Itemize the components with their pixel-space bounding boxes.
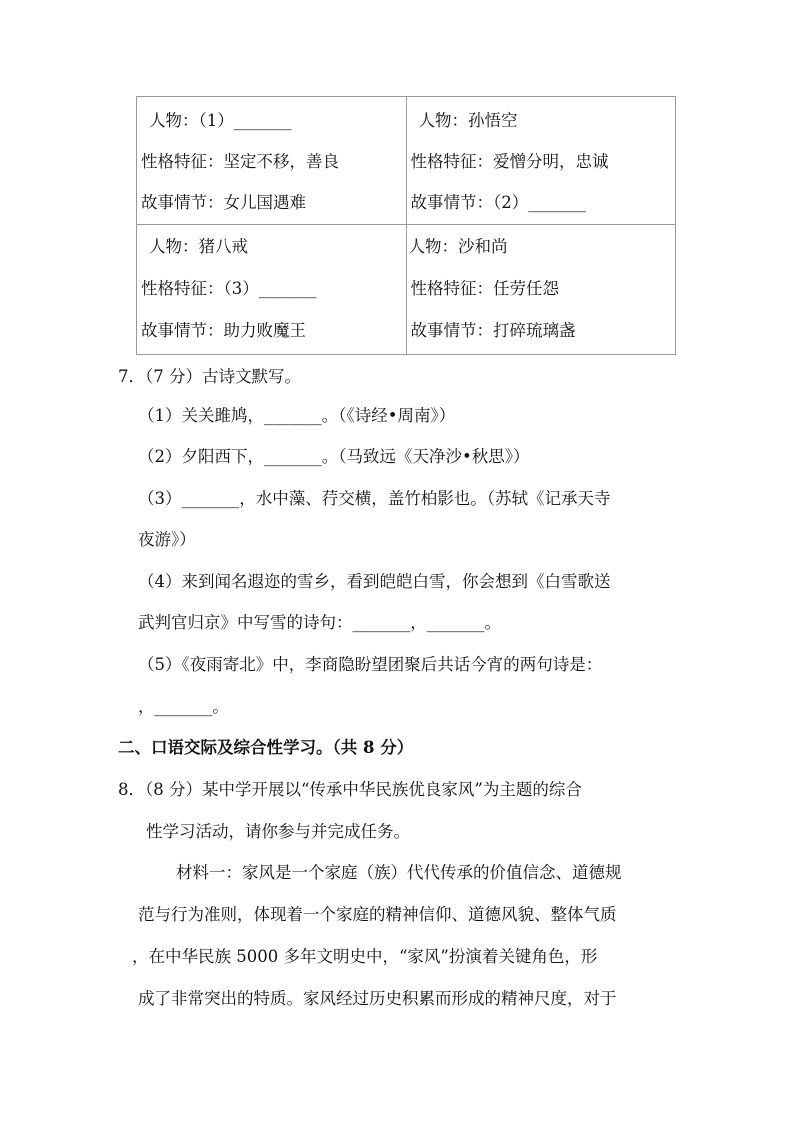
question-8-heading: 8．（8 分）某中学开展以“传承中华民族优良家风”为主题的综合 bbox=[118, 780, 582, 799]
cell-name: 人物：孙悟空 bbox=[418, 111, 518, 130]
poem-line-4a: （4）来到闻名遐迩的雪乡，看到皑皑白雪，你会想到《白雪歌送 bbox=[138, 572, 611, 591]
table-cell-sha-heshang bbox=[406, 225, 676, 355]
cell-story: 故事情节：（2）_______ bbox=[410, 193, 586, 212]
table-cell-zhu-bajie bbox=[137, 225, 407, 355]
cell-trait: 性格特征：（3）_______ bbox=[141, 279, 317, 298]
section-2-title: 二、口语交际及综合性学习。（共 8 分） bbox=[118, 738, 414, 757]
table-cell-sun-wukong bbox=[406, 97, 676, 225]
question-8-line-2: 性学习活动，请你参与并完成任务。 bbox=[146, 822, 410, 841]
cell-trait: 性格特征：任劳任怨 bbox=[410, 279, 559, 298]
question-7-heading: 7．（7 分）古诗文默写。 bbox=[118, 367, 301, 386]
cell-trait: 性格特征：爱憎分明，忠诚 bbox=[410, 152, 609, 171]
cell-story: 故事情节：女儿国遇难 bbox=[141, 193, 306, 212]
character-table bbox=[136, 96, 676, 355]
cell-story: 故事情节：助力败魔王 bbox=[141, 321, 306, 340]
poem-line-1: （1）关关雎鸠，_______。（《诗经•周南》） bbox=[138, 406, 456, 425]
poem-line-3a: （3）_______，水中藻、荇交横，盖竹柏影也。（苏轼《记承天寺 bbox=[138, 489, 611, 508]
material-1-line-4: 成了非常突出的特质。家风经过历史积累而形成的精神尺度，对于 bbox=[138, 989, 617, 1008]
cell-name: 人物：猪八戒 bbox=[149, 237, 248, 256]
cell-trait: 性格特征：坚定不移，善良 bbox=[141, 152, 339, 171]
cell-name: 人物：（1）_______ bbox=[149, 111, 292, 130]
material-1-line-2: 范与行为准则，体现着一个家庭的精神信仰、道德风貌、整体气质 bbox=[138, 905, 617, 924]
material-1-line-1: 材料一：家风是一个家庭（族）代代传承的价值信念、道德规 bbox=[176, 863, 622, 882]
poem-line-5a: （5）《夜雨寄北》中，李商隐盼望团聚后共话今宵的两句诗是： bbox=[138, 655, 603, 674]
cell-name: 人物：沙和尚 bbox=[408, 237, 508, 256]
cell-story: 故事情节：打碎琉璃盏 bbox=[410, 321, 576, 340]
poem-line-3b: 夜游》） bbox=[138, 530, 196, 549]
poem-line-4b: 武判官归京》中写雪的诗句：_______，_______。 bbox=[138, 613, 501, 632]
poem-line-2: （2）夕阳西下，_______。（马致远《天净沙•秋思》） bbox=[138, 447, 530, 466]
table-cell-tang-seng bbox=[137, 97, 407, 225]
poem-line-5b: ，_______。 bbox=[138, 697, 229, 716]
material-1-line-3: ，在中华民族 5000 多年文明史中，“家风”扮演着关键角色，形 bbox=[132, 947, 598, 966]
